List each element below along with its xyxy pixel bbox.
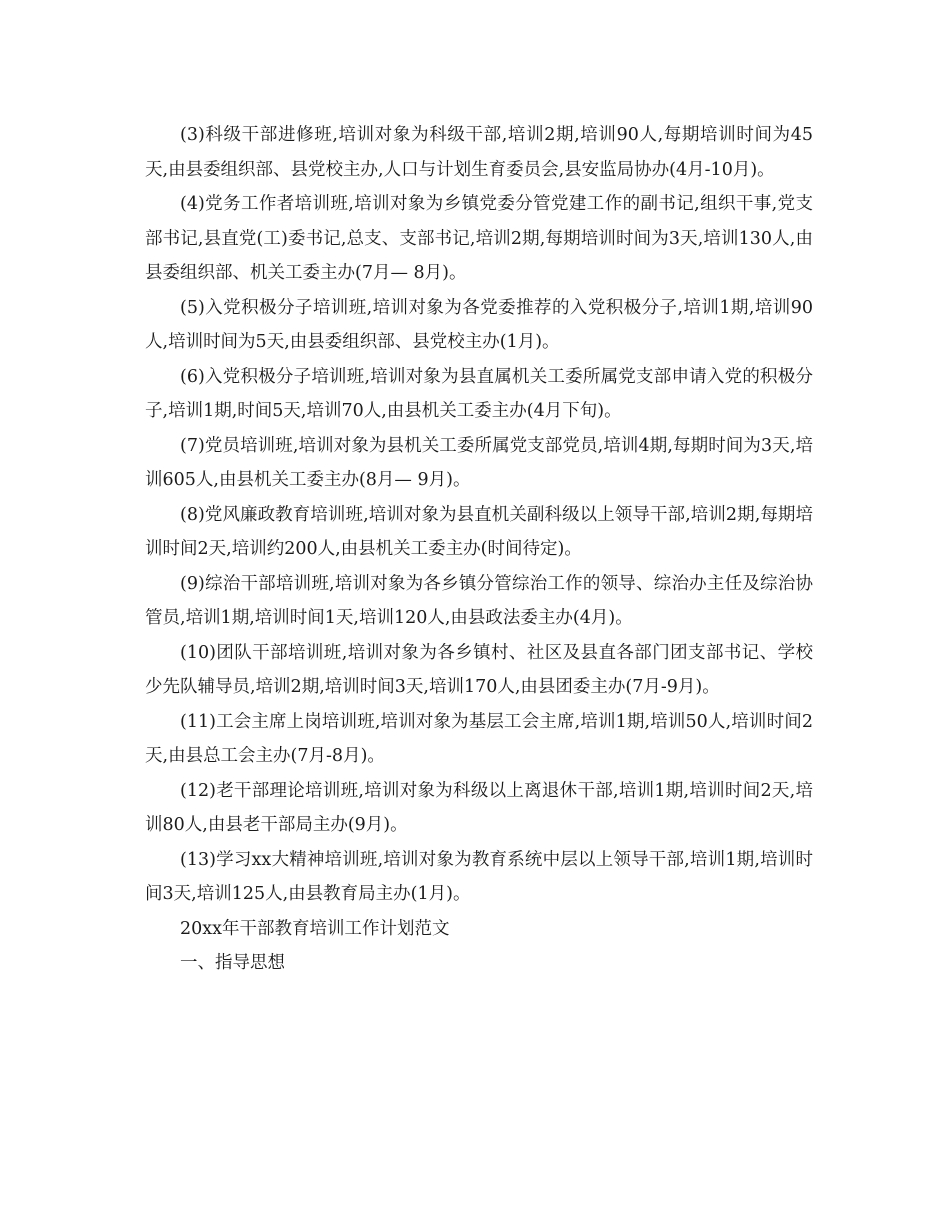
- section-title: 20xx年干部教育培训工作计划范文: [180, 918, 450, 939]
- paragraph-item-12: (12)老干部理论培训班,培训对象为科级以上离退休干部,培训1期,培训时间2天,培训80人,由县老干部局主办(9月)。: [145, 780, 813, 835]
- paragraph-item-8: (8)党风廉政教育培训班,培训对象为县直机关副科级以上领导干部,培训2期,每期培训时间2天,培训约200人,由县机关工委主办(时间待定)。: [145, 504, 813, 559]
- paragraph-item-13: (13)学习xx大精神培训班,培训对象为教育系统中层以上领导干部,培训1期,培训时间3天,培训125人,由县教育局主办(1月)。: [145, 849, 813, 904]
- document-body: [145, 118, 813, 981]
- paragraph-item-9: (9)综治干部培训班,培训对象为各乡镇分管综治工作的领导、综治办主任及综治协管员,培训1期,培训时间1天,培训120人,由县政法委主办(4月)。: [145, 573, 813, 628]
- paragraph-item-11: (11)工会主席上岗培训班,培训对象为基层工会主席,培训1期,培训50人,培训时间2天,由县总工会主办(7月-8月)。: [145, 711, 813, 766]
- subsection-title: 一、指导思想: [180, 953, 285, 973]
- paragraph-item-10: (10)团队干部培训班,培训对象为各乡镇村、社区及县直各部门团支部书记、学校少先队辅导员,培训2期,培训时间3天,培训170人,由县团委主办(7月-9月)。: [145, 642, 813, 697]
- paragraph-item-6: (6)入党积极分子培训班,培训对象为县直属机关工委所属党支部申请入党的积极分子,培训1期,时间5天,培训70人,由县机关工委主办(4月下旬)。: [145, 366, 813, 421]
- paragraph-item-4: (4)党务工作者培训班,培训对象为乡镇党委分管党建工作的副书记,组织干事,党支部书记,县直党(工)委书记,总支、支部书记,培训2期,每期培训时间为3天,培训130人,由县委组织部、机关工委主办(7月— 8月)。: [145, 194, 813, 283]
- paragraph-item-7: (7)党员培训班,培训对象为县机关工委所属党支部党员,培训4期,每期时间为3天,培训605人,由县机关工委主办(8月— 9月)。: [145, 435, 813, 490]
- paragraph-item-5: (5)入党积极分子培训班,培训对象为各党委推荐的入党积极分子,培训1期,培训90人,培训时间为5天,由县委组织部、县党校主办(1月)。: [145, 297, 813, 352]
- paragraph-item-3: (3)科级干部进修班,培训对象为科级干部,培训2期,培训90人,每期培训时间为45天,由县委组织部、县党校主办,人口与计划生育委员会,县安监局协办(4月-10月)。: [145, 125, 813, 180]
